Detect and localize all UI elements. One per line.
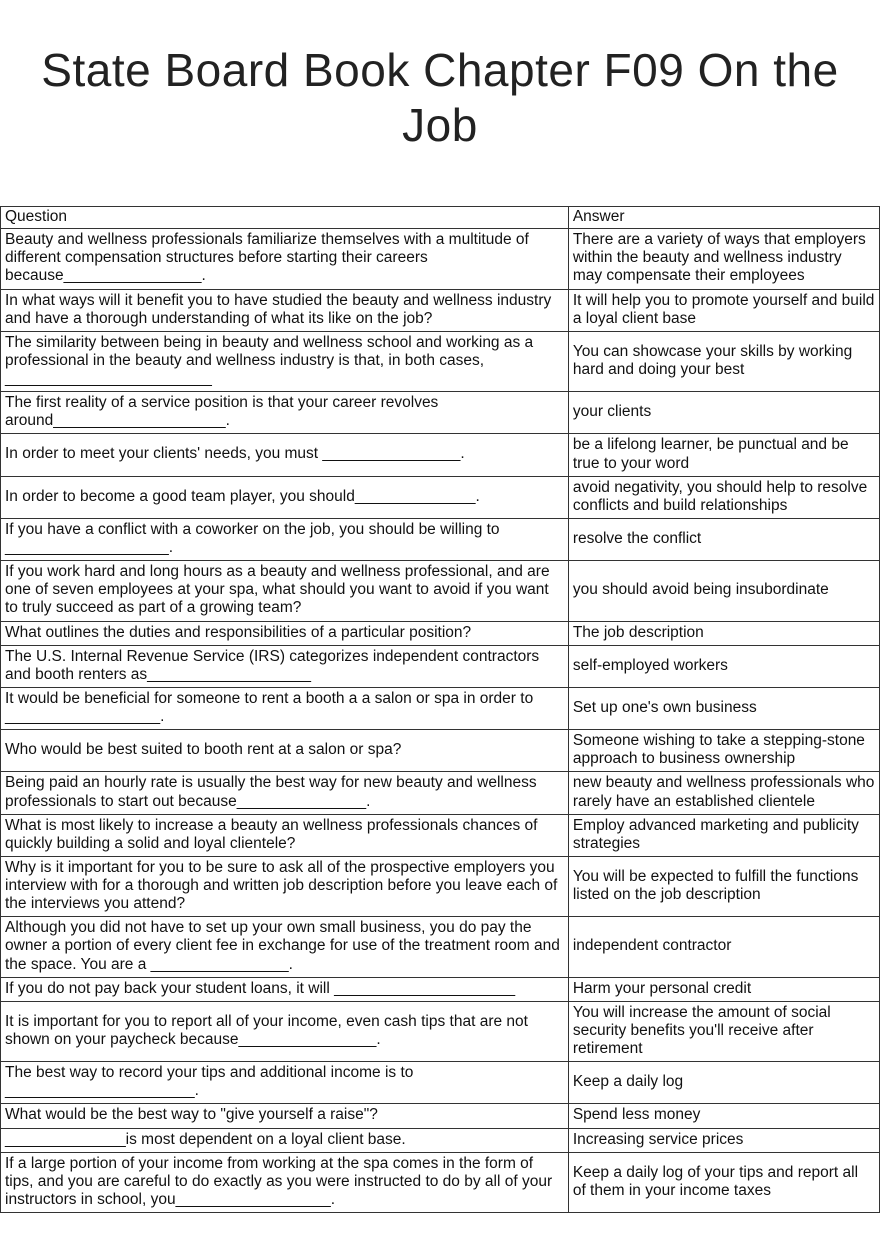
answer-cell: resolve the conflict [568, 518, 879, 560]
page-title: State Board Book Chapter F09 On the Job [41, 43, 839, 151]
question-cell: Beauty and wellness professionals familiarize themselves with a multitude of different compensation structures before starting their careers because________________. [1, 229, 569, 289]
table-row [1, 917, 880, 977]
answer-cell: you should avoid being insubordinate [568, 561, 879, 621]
table-row [1, 289, 880, 331]
answer-cell: your clients [568, 392, 879, 434]
table-row [1, 561, 880, 621]
question-cell: Being paid an hourly rate is usually the best way for new beauty and wellness professionals to start out because_______________. [1, 772, 569, 814]
question-cell: What outlines the duties and responsibilities of a particular position? [1, 621, 569, 645]
question-cell: If you have a conflict with a coworker on the job, you should be willing to ___________________. [1, 518, 569, 560]
answer-cell: The job description [568, 621, 879, 645]
question-cell: Who would be best suited to booth rent at a salon or spa? [1, 730, 569, 772]
table-row [1, 687, 880, 729]
question-cell: It would be beneficial for someone to rent a booth a a salon or spa in order to __________________. [1, 687, 569, 729]
question-cell: The best way to record your tips and additional income is to ______________________. [1, 1062, 569, 1104]
table-row [1, 392, 880, 434]
answer-cell: You will be expected to fulfill the functions listed on the job description [568, 856, 879, 916]
question-cell: Why is it important for you to be sure to ask all of the prospective employers you interview with for a thorough and written job description before you leave each of the interviews you attend? [1, 856, 569, 916]
answer-cell: Set up one's own business [568, 687, 879, 729]
answer-cell: self-employed workers [568, 645, 879, 687]
question-cell: In order to meet your clients' needs, you must ________________. [1, 434, 569, 476]
answer-cell: Keep a daily log [568, 1062, 879, 1104]
answer-cell: It will help you to promote yourself and build a loyal client base [568, 289, 879, 331]
answer-cell: You can showcase your skills by working hard and doing your best [568, 331, 879, 391]
page [0, 31, 880, 1213]
table-row [1, 814, 880, 856]
qa-table [0, 206, 880, 1213]
table-row [1, 1062, 880, 1104]
table-row [1, 856, 880, 916]
table-row [1, 1001, 880, 1061]
question-cell: If a large portion of your income from working at the spa comes in the form of tips, and you are careful to do exactly as you were instructed to do by all of your instructors in school, you__________________. [1, 1152, 569, 1212]
table-row [1, 645, 880, 687]
table-row [1, 730, 880, 772]
table-row [1, 1128, 880, 1152]
question-cell: The U.S. Internal Revenue Service (IRS) categorizes independent contractors and booth renters as___________________ [1, 645, 569, 687]
question-cell: Although you did not have to set up your own small business, you do pay the owner a portion of every client fee in exchange for use of the treatment room and the space. You are a ________________. [1, 917, 569, 977]
question-cell: If you do not pay back your student loans, it will _____________________ [1, 977, 569, 1001]
question-cell: ______________is most dependent on a loyal client base. [1, 1128, 569, 1152]
question-cell: In order to become a good team player, you should______________. [1, 476, 569, 518]
answer-cell: Employ advanced marketing and publicity strategies [568, 814, 879, 856]
question-cell: The first reality of a service position is that your career revolves around____________________. [1, 392, 569, 434]
answer-cell: avoid negativity, you should help to resolve conflicts and build relationships [568, 476, 879, 518]
table-row [1, 772, 880, 814]
answer-cell: new beauty and wellness professionals who rarely have an established clientele [568, 772, 879, 814]
table-row [1, 1104, 880, 1128]
answer-cell: Increasing service prices [568, 1128, 879, 1152]
question-cell: What would be the best way to "give yourself a raise"? [1, 1104, 569, 1128]
question-cell: If you work hard and long hours as a beauty and wellness professional, and are one of seven employees at your spa, what should you want to avoid if you want to truly succeed as part of a growing team? [1, 561, 569, 621]
table-row [1, 518, 880, 560]
question-cell: It is important for you to report all of your income, even cash tips that are not shown on your paycheck because________________. [1, 1001, 569, 1061]
table-header-row [1, 207, 880, 229]
table-row [1, 977, 880, 1001]
question-cell: What is most likely to increase a beauty an wellness professionals chances of quickly building a solid and loyal clientele? [1, 814, 569, 856]
answer-cell: You will increase the amount of social security benefits you'll receive after retirement [568, 1001, 879, 1061]
table-row [1, 434, 880, 476]
answer-column-header: Answer [568, 207, 879, 229]
table-row [1, 331, 880, 391]
answer-cell: independent contractor [568, 917, 879, 977]
table-row [1, 229, 880, 289]
table-row [1, 1152, 880, 1212]
table-row [1, 621, 880, 645]
question-cell: In what ways will it benefit you to have studied the beauty and wellness industry and have a thorough understanding of what its like on the job? [1, 289, 569, 331]
answer-cell: There are a variety of ways that employers within the beauty and wellness industry may compensate their employees [568, 229, 879, 289]
question-column-header: Question [1, 207, 569, 229]
table-row [1, 476, 880, 518]
question-cell: The similarity between being in beauty and wellness school and working as a professional in the beauty and wellness industry is that, in both cases, ________________________ [1, 331, 569, 391]
answer-cell: be a lifelong learner, be punctual and be true to your word [568, 434, 879, 476]
answer-cell: Harm your personal credit [568, 977, 879, 1001]
answer-cell: Spend less money [568, 1104, 879, 1128]
answer-cell: Someone wishing to take a stepping-stone approach to business ownership [568, 730, 879, 772]
answer-cell: Keep a daily log of your tips and report all of them in your income taxes [568, 1152, 879, 1212]
